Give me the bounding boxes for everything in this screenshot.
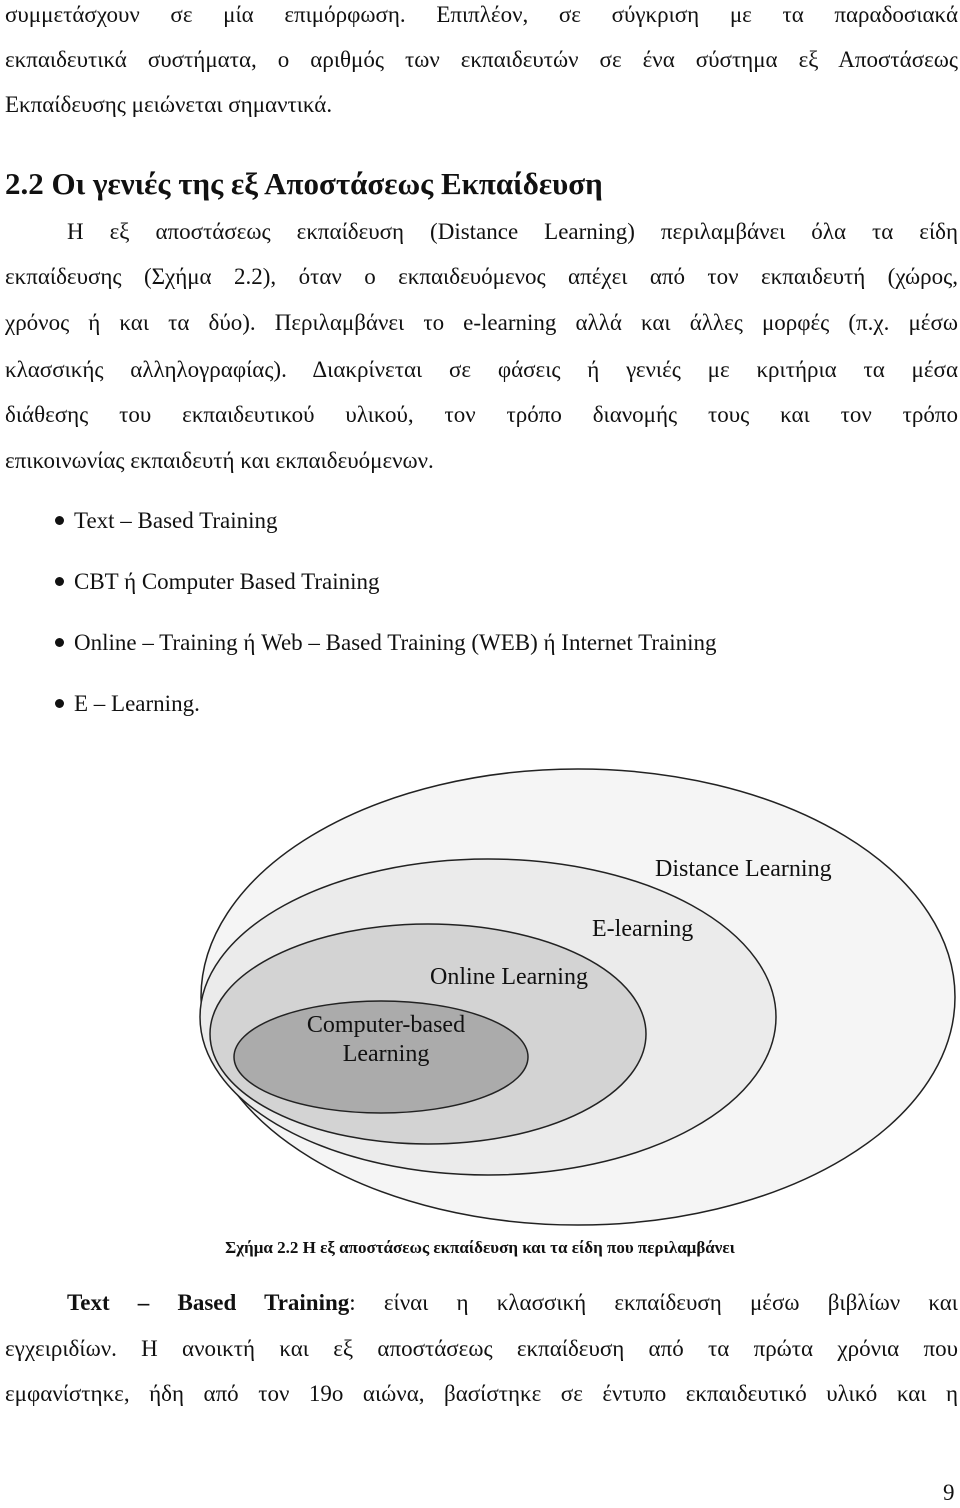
elearning-label: E-learning	[592, 916, 694, 942]
bullet-text: E – Learning.	[74, 691, 200, 716]
paragraph-line: Η εξ αποστάσεως εκπαίδευση (Distance Learning) περιλαμβάνει όλα τα είδη	[67, 219, 958, 244]
intro-line: εκπαιδευτικά συστήματα, ο αριθμός των εκπαιδευτών σε ένα σύστημα εξ Αποστάσεως	[5, 47, 958, 72]
distance-learning-label: Distance Learning	[655, 856, 832, 882]
figure-caption: Σχήμα 2.2 Η εξ αποστάσεως εκπαίδευση και τα είδη που περιλαμβάνει	[225, 1238, 735, 1257]
paragraph-line: διάθεσης του εκπαιδευτικού υλικού, τον τρόπο διανομής τους και τον τρόπο	[5, 402, 958, 427]
term: Text – Based Training	[67, 1290, 350, 1315]
paragraph-line	[67, 1289, 958, 1317]
page-number: 9	[943, 1480, 955, 1505]
intro-line: συμμετάσχουν σε μία επιμόρφωση. Επιπλέον, σε σύγκριση με τα παραδοσιακά	[5, 2, 958, 27]
bullet-text: Online – Training ή Web – Based Training (WEB) ή Internet Training	[74, 630, 717, 655]
paragraph-line: κλασσικής αλληλογραφίας). Διακρίνεται σε φάσεις ή γενιές με κριτήρια τα μέσα	[5, 357, 958, 382]
paragraph-line: εμφανίστηκε, ήδη από τον 19ο αιώνα, βασίστηκε σε έντυπο εκπαιδευτικό υλικό και η	[5, 1381, 958, 1406]
online-learning-label: Online Learning	[430, 964, 588, 990]
paragraph-line: επικοινωνίας εκπαιδευτή και εκπαιδευόμενων.	[5, 448, 434, 473]
paragraph-line: εγχειριδίων. Η ανοικτή και εξ αποστάσεως εκπαίδευση από τα πρώτα χρόνια που	[5, 1336, 958, 1361]
definition-text: : είναι η κλασσική εκπαίδευση μέσω βιβλίων και	[349, 1290, 958, 1315]
intro-line: Εκπαίδευσης μειώνεται σημαντικά.	[5, 92, 333, 117]
bullet-text: CBT ή Computer Based Training	[74, 569, 380, 594]
paragraph-line: εκπαίδευσης (Σχήμα 2.2), όταν ο εκπαιδευόμενος απέχει από τον εκπαιδευτή (χώρος,	[5, 264, 958, 289]
cbt-label: Computer-based	[306, 1012, 466, 1038]
paragraph-line: χρόνος ή και τα δύο). Περιλαμβάνει το e-learning αλλά και άλλες μορφές (π.χ. μέσω	[5, 310, 958, 335]
section-heading: 2.2 Οι γενιές της εξ Αποστάσεως Εκπαίδευση	[5, 166, 603, 201]
bullet-text: Text – Based Training	[74, 508, 278, 533]
cbt-label: Learning	[342, 1041, 430, 1067]
